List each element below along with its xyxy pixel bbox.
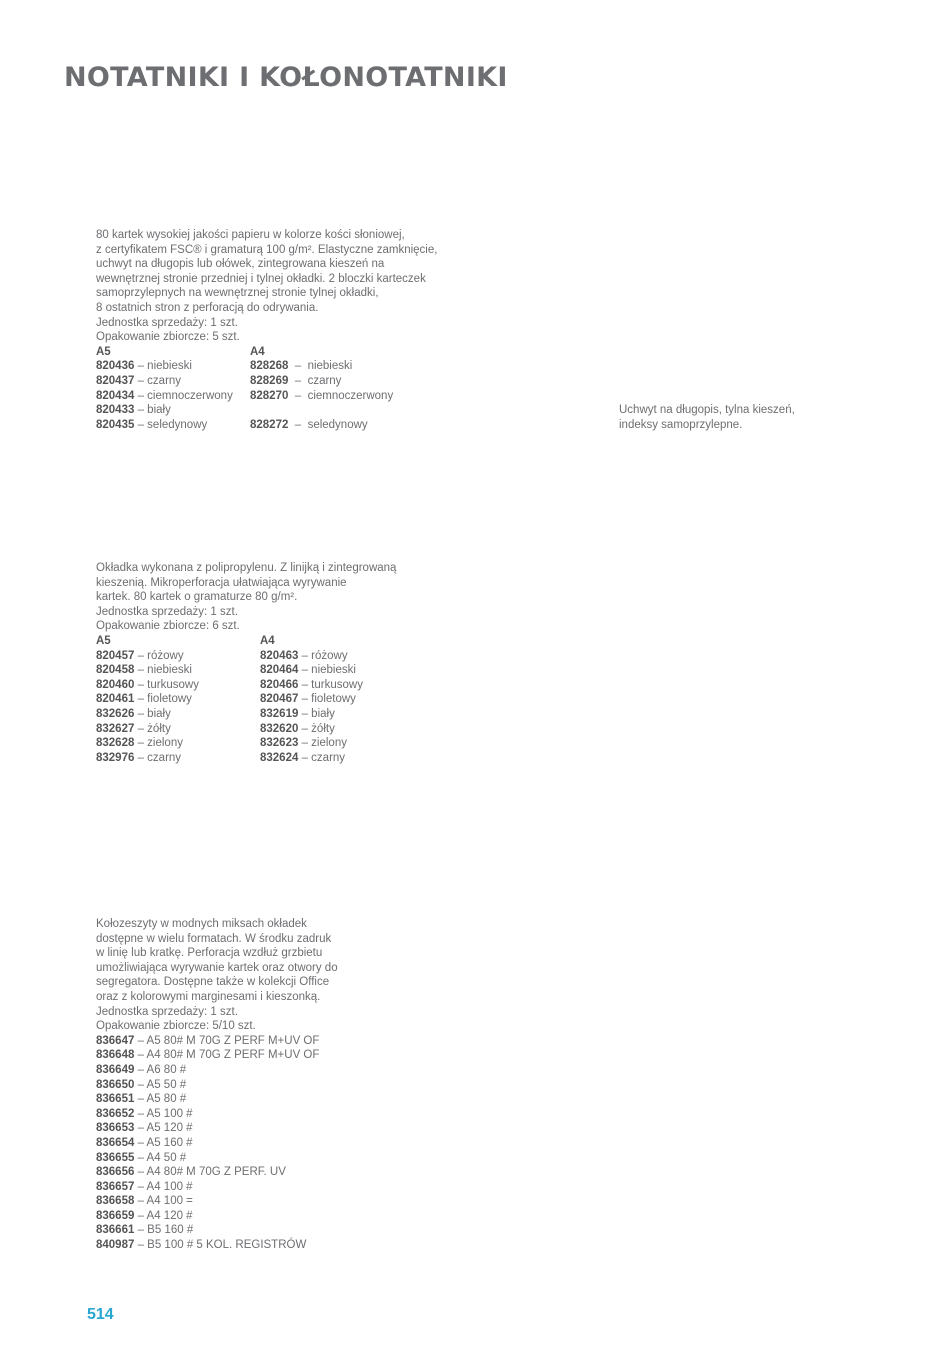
product-code: 836647 (96, 1034, 135, 1047)
variant-label: ciemnoczerwony (307, 389, 394, 402)
description-line: umożliwiająca wyrywanie kartek oraz otwory do (96, 961, 338, 974)
separator: – (298, 678, 312, 691)
separator: – (298, 722, 312, 735)
product-code: 832624 (260, 751, 299, 764)
variant-row (96, 1063, 338, 1078)
variant-row (260, 692, 363, 707)
variant-row (96, 389, 250, 404)
product-code: 832619 (260, 707, 299, 720)
product-code: 820467 (260, 693, 299, 706)
variant-columns (96, 345, 437, 433)
separator: – (298, 664, 312, 677)
separator: – (134, 1078, 147, 1091)
variant-label: A5 100 # (146, 1107, 193, 1120)
description-line: kieszenią. Mikroperforacja ułatwiająca wyrywanie (96, 576, 347, 589)
variant-row (96, 1209, 338, 1224)
description-line: Kołozeszyty w modnych miksach okładek (96, 918, 307, 930)
variant-label: zielony (147, 737, 183, 750)
product-block-pp-notebook (96, 561, 396, 765)
separator: – (134, 1034, 147, 1047)
separator: – (298, 737, 312, 750)
product-code: 836658 (96, 1195, 135, 1208)
variant-label: fioletowy (147, 693, 192, 706)
separator: – (134, 1063, 147, 1076)
separator: – (134, 1239, 148, 1252)
variant-row (260, 678, 363, 693)
variant-label: biały (147, 404, 171, 417)
product-block-notebook (96, 228, 437, 432)
product-code: 820460 (96, 678, 135, 691)
variant-label: żółty (311, 722, 335, 735)
variant-label: A5 120 # (146, 1122, 193, 1135)
note-line: Uchwyt na długopis, tylna kieszeń, (619, 404, 795, 416)
product-code: 832976 (96, 751, 135, 764)
separator: – (134, 649, 148, 662)
product-code: 820457 (96, 649, 135, 662)
column-header: A4 (260, 634, 275, 647)
variant-row (96, 649, 260, 664)
variant-list (96, 1034, 338, 1253)
separator: – (298, 751, 312, 764)
variant-column-a4 (260, 634, 363, 765)
variant-row (250, 389, 393, 404)
description-line: w linię lub kratkę. Perforacja wzdłuż grzbietu (96, 947, 323, 960)
variant-columns (96, 634, 396, 765)
product-description (96, 561, 396, 634)
variant-label: turkusowy (311, 678, 363, 691)
bulk-package: Opakowanie zbiorcze: 5/10 szt. (96, 1020, 256, 1033)
variant-row (260, 736, 363, 751)
bulk-package: Opakowanie zbiorcze: 6 szt. (96, 620, 240, 633)
product-code: 820464 (260, 664, 299, 677)
page-title: NOTATNIKI I KOŁONOTATNIKI (64, 62, 508, 93)
separator: – (134, 678, 148, 691)
variant-row (96, 1165, 338, 1180)
product-code: 832626 (96, 707, 135, 720)
product-code: 820435 (96, 418, 135, 431)
variant-row (96, 1048, 338, 1063)
separator: – (134, 374, 148, 387)
variant-row (250, 418, 393, 433)
product-code: 828268 (250, 360, 289, 373)
separator: – (134, 693, 148, 706)
variant-label: A5 80# M 70G Z PERF M+UV OF (146, 1034, 320, 1047)
variant-label: A5 80 # (146, 1093, 187, 1106)
separator: – (288, 389, 308, 402)
variant-label: B5 100 # 5 KOL. REGISTRÓW (147, 1239, 307, 1252)
variant-row (250, 374, 393, 389)
product-code: 828272 (250, 418, 289, 431)
product-code: 820458 (96, 664, 135, 677)
description-line: Okładka wykonana z polipropylenu. Z linijką i zintegrowaną (96, 562, 397, 574)
variant-row (96, 707, 260, 722)
variant-row (260, 707, 363, 722)
product-code: 820461 (96, 693, 135, 706)
description-line: oraz z kolorowymi marginesami i kieszonką. (96, 990, 321, 1003)
variant-row (96, 1223, 338, 1238)
product-code: 836652 (96, 1107, 135, 1120)
variant-label: czarny (311, 751, 346, 764)
separator: – (288, 418, 308, 431)
variant-label: różowy (147, 649, 184, 662)
variant-column-a5 (96, 345, 250, 433)
variant-row (96, 1136, 338, 1151)
separator: – (134, 1195, 147, 1208)
variant-row (96, 1092, 338, 1107)
column-header: A5 (96, 345, 111, 358)
separator: – (298, 693, 312, 706)
product-code: 820436 (96, 360, 135, 373)
variant-row (96, 403, 250, 418)
description-line: 80 kartek wysokiej jakości papieru w kolorze kości słoniowej, (96, 229, 405, 241)
variant-column-a4 (250, 345, 393, 433)
variant-label: niebieski (307, 360, 353, 373)
separator: – (134, 418, 148, 431)
separator: – (134, 1209, 147, 1222)
product-code: 820463 (260, 649, 299, 662)
variant-label: A4 80# M 70G Z PERF. UV (146, 1166, 286, 1179)
separator: – (288, 374, 308, 387)
variant-row (96, 1121, 338, 1136)
separator: – (134, 664, 148, 677)
separator: – (134, 1151, 147, 1164)
variant-row (96, 1180, 338, 1195)
sales-unit: Jednostka sprzedaży: 1 szt. (96, 316, 238, 329)
product-code: 836659 (96, 1209, 135, 1222)
variant-label: A5 50 # (146, 1078, 187, 1091)
separator: – (134, 1136, 147, 1149)
variant-label: A4 50 # (146, 1151, 187, 1164)
product-code: 820466 (260, 678, 299, 691)
variant-label: turkusowy (147, 678, 199, 691)
description-line: z certyfikatem FSC® i gramaturą 100 g/m². Elastyczne zamknięcie, (96, 243, 438, 256)
variant-row (96, 1238, 338, 1253)
product-code: 832628 (96, 737, 135, 750)
variant-label: żółty (147, 722, 171, 735)
variant-label: zielony (311, 737, 347, 750)
variant-label: fioletowy (311, 693, 356, 706)
product-code: 832620 (260, 722, 299, 735)
variant-label: A6 80 # (146, 1063, 187, 1076)
variant-label: czarny (307, 374, 342, 387)
variant-row (250, 359, 393, 374)
separator: – (134, 404, 148, 417)
variant-row (260, 722, 363, 737)
product-code: 836654 (96, 1136, 135, 1149)
variant-row-empty (250, 403, 393, 418)
product-code: 832627 (96, 722, 135, 735)
separator: – (298, 649, 312, 662)
product-code: 828269 (250, 374, 289, 387)
variant-row (96, 1194, 338, 1209)
variant-label: niebieski (147, 360, 192, 373)
product-code: 836648 (96, 1049, 135, 1062)
column-header: A4 (250, 345, 265, 358)
separator: – (134, 1049, 147, 1062)
variant-row (96, 374, 250, 389)
note-line: indeksy samoprzylepne. (619, 418, 743, 431)
product-code: 836651 (96, 1093, 135, 1106)
variant-label: ciemnoczerwony (147, 389, 233, 402)
variant-label: A5 160 # (146, 1136, 193, 1149)
separator: – (134, 751, 148, 764)
variant-row (260, 751, 363, 766)
description-line: 8 ostatnich stron z perforacją do odrywania. (96, 301, 319, 314)
product-code: 820433 (96, 404, 135, 417)
variant-row (96, 1107, 338, 1122)
variant-label: niebieski (311, 664, 356, 677)
description-line: samoprzylepnych na wewnętrznej stronie tylnej okładki, (96, 287, 379, 300)
separator: – (134, 707, 148, 720)
variant-label: A4 100 # (146, 1180, 193, 1193)
variant-row (260, 649, 363, 664)
description-line: dostępne w wielu formatach. W środku zadruk (96, 932, 332, 945)
variant-label: biały (147, 707, 171, 720)
description-line: uchwyt na długopis lub ołówek, zintegrowana kieszeń na (96, 258, 385, 271)
feature-note (619, 403, 795, 432)
variant-label: czarny (147, 751, 182, 764)
separator: – (134, 737, 148, 750)
product-code: 836650 (96, 1078, 135, 1091)
column-header: A5 (96, 634, 111, 647)
variant-label: A4 100 = (146, 1195, 193, 1208)
variant-label: niebieski (147, 664, 192, 677)
variant-row (96, 678, 260, 693)
variant-row (96, 692, 260, 707)
separator: – (134, 1224, 148, 1237)
variant-row (96, 1151, 338, 1166)
product-code: 836649 (96, 1063, 135, 1076)
product-block-spiral-notebook (96, 917, 338, 1253)
separator: – (134, 722, 148, 735)
separator: – (134, 1093, 147, 1106)
sales-unit: Jednostka sprzedaży: 1 szt. (96, 1005, 238, 1018)
product-code: 836661 (96, 1224, 135, 1237)
product-code: 832623 (260, 737, 299, 750)
separator: – (134, 1122, 147, 1135)
bulk-package: Opakowanie zbiorcze: 5 szt. (96, 331, 240, 344)
description-line: segregatora. Dostępne także w kolekcji Office (96, 976, 330, 989)
variant-row (96, 418, 250, 433)
variant-label: B5 160 # (147, 1224, 194, 1237)
product-code: 836653 (96, 1122, 135, 1135)
product-description (96, 228, 437, 345)
separator: – (134, 389, 148, 402)
variant-row (96, 663, 260, 678)
product-code: 828270 (250, 389, 289, 402)
product-code: 836657 (96, 1180, 135, 1193)
description-line: kartek. 80 kartek o gramaturze 80 g/m². (96, 591, 298, 604)
separator: – (134, 1180, 147, 1193)
variant-row (96, 1034, 338, 1049)
variant-label: seledynowy (307, 418, 368, 431)
separator: – (134, 360, 148, 373)
sales-unit: Jednostka sprzedaży: 1 szt. (96, 605, 238, 618)
page-number: 514 (87, 1306, 114, 1323)
product-code: 820437 (96, 374, 135, 387)
product-description (96, 917, 338, 1034)
product-code: 820434 (96, 389, 135, 402)
variant-label: różowy (311, 649, 348, 662)
variant-row (96, 736, 260, 751)
variant-row (96, 1078, 338, 1093)
product-code: 836655 (96, 1151, 135, 1164)
variant-row (96, 359, 250, 374)
variant-label: czarny (147, 374, 182, 387)
variant-label: biały (311, 707, 335, 720)
variant-label: A4 80# M 70G Z PERF M+UV OF (146, 1049, 320, 1062)
variant-row (260, 663, 363, 678)
separator: – (134, 1166, 147, 1179)
variant-column-a5 (96, 634, 260, 765)
separator: – (298, 707, 312, 720)
variant-label: A4 120 # (146, 1209, 193, 1222)
variant-row (96, 751, 260, 766)
variant-row (96, 722, 260, 737)
description-line: wewnętrznej stronie przedniej i tylnej okładki. 2 bloczki karteczek (96, 272, 426, 285)
product-code: 840987 (96, 1239, 135, 1252)
variant-label: seledynowy (147, 418, 208, 431)
product-code: 836656 (96, 1166, 135, 1179)
separator: – (288, 360, 308, 373)
separator: – (134, 1107, 147, 1120)
